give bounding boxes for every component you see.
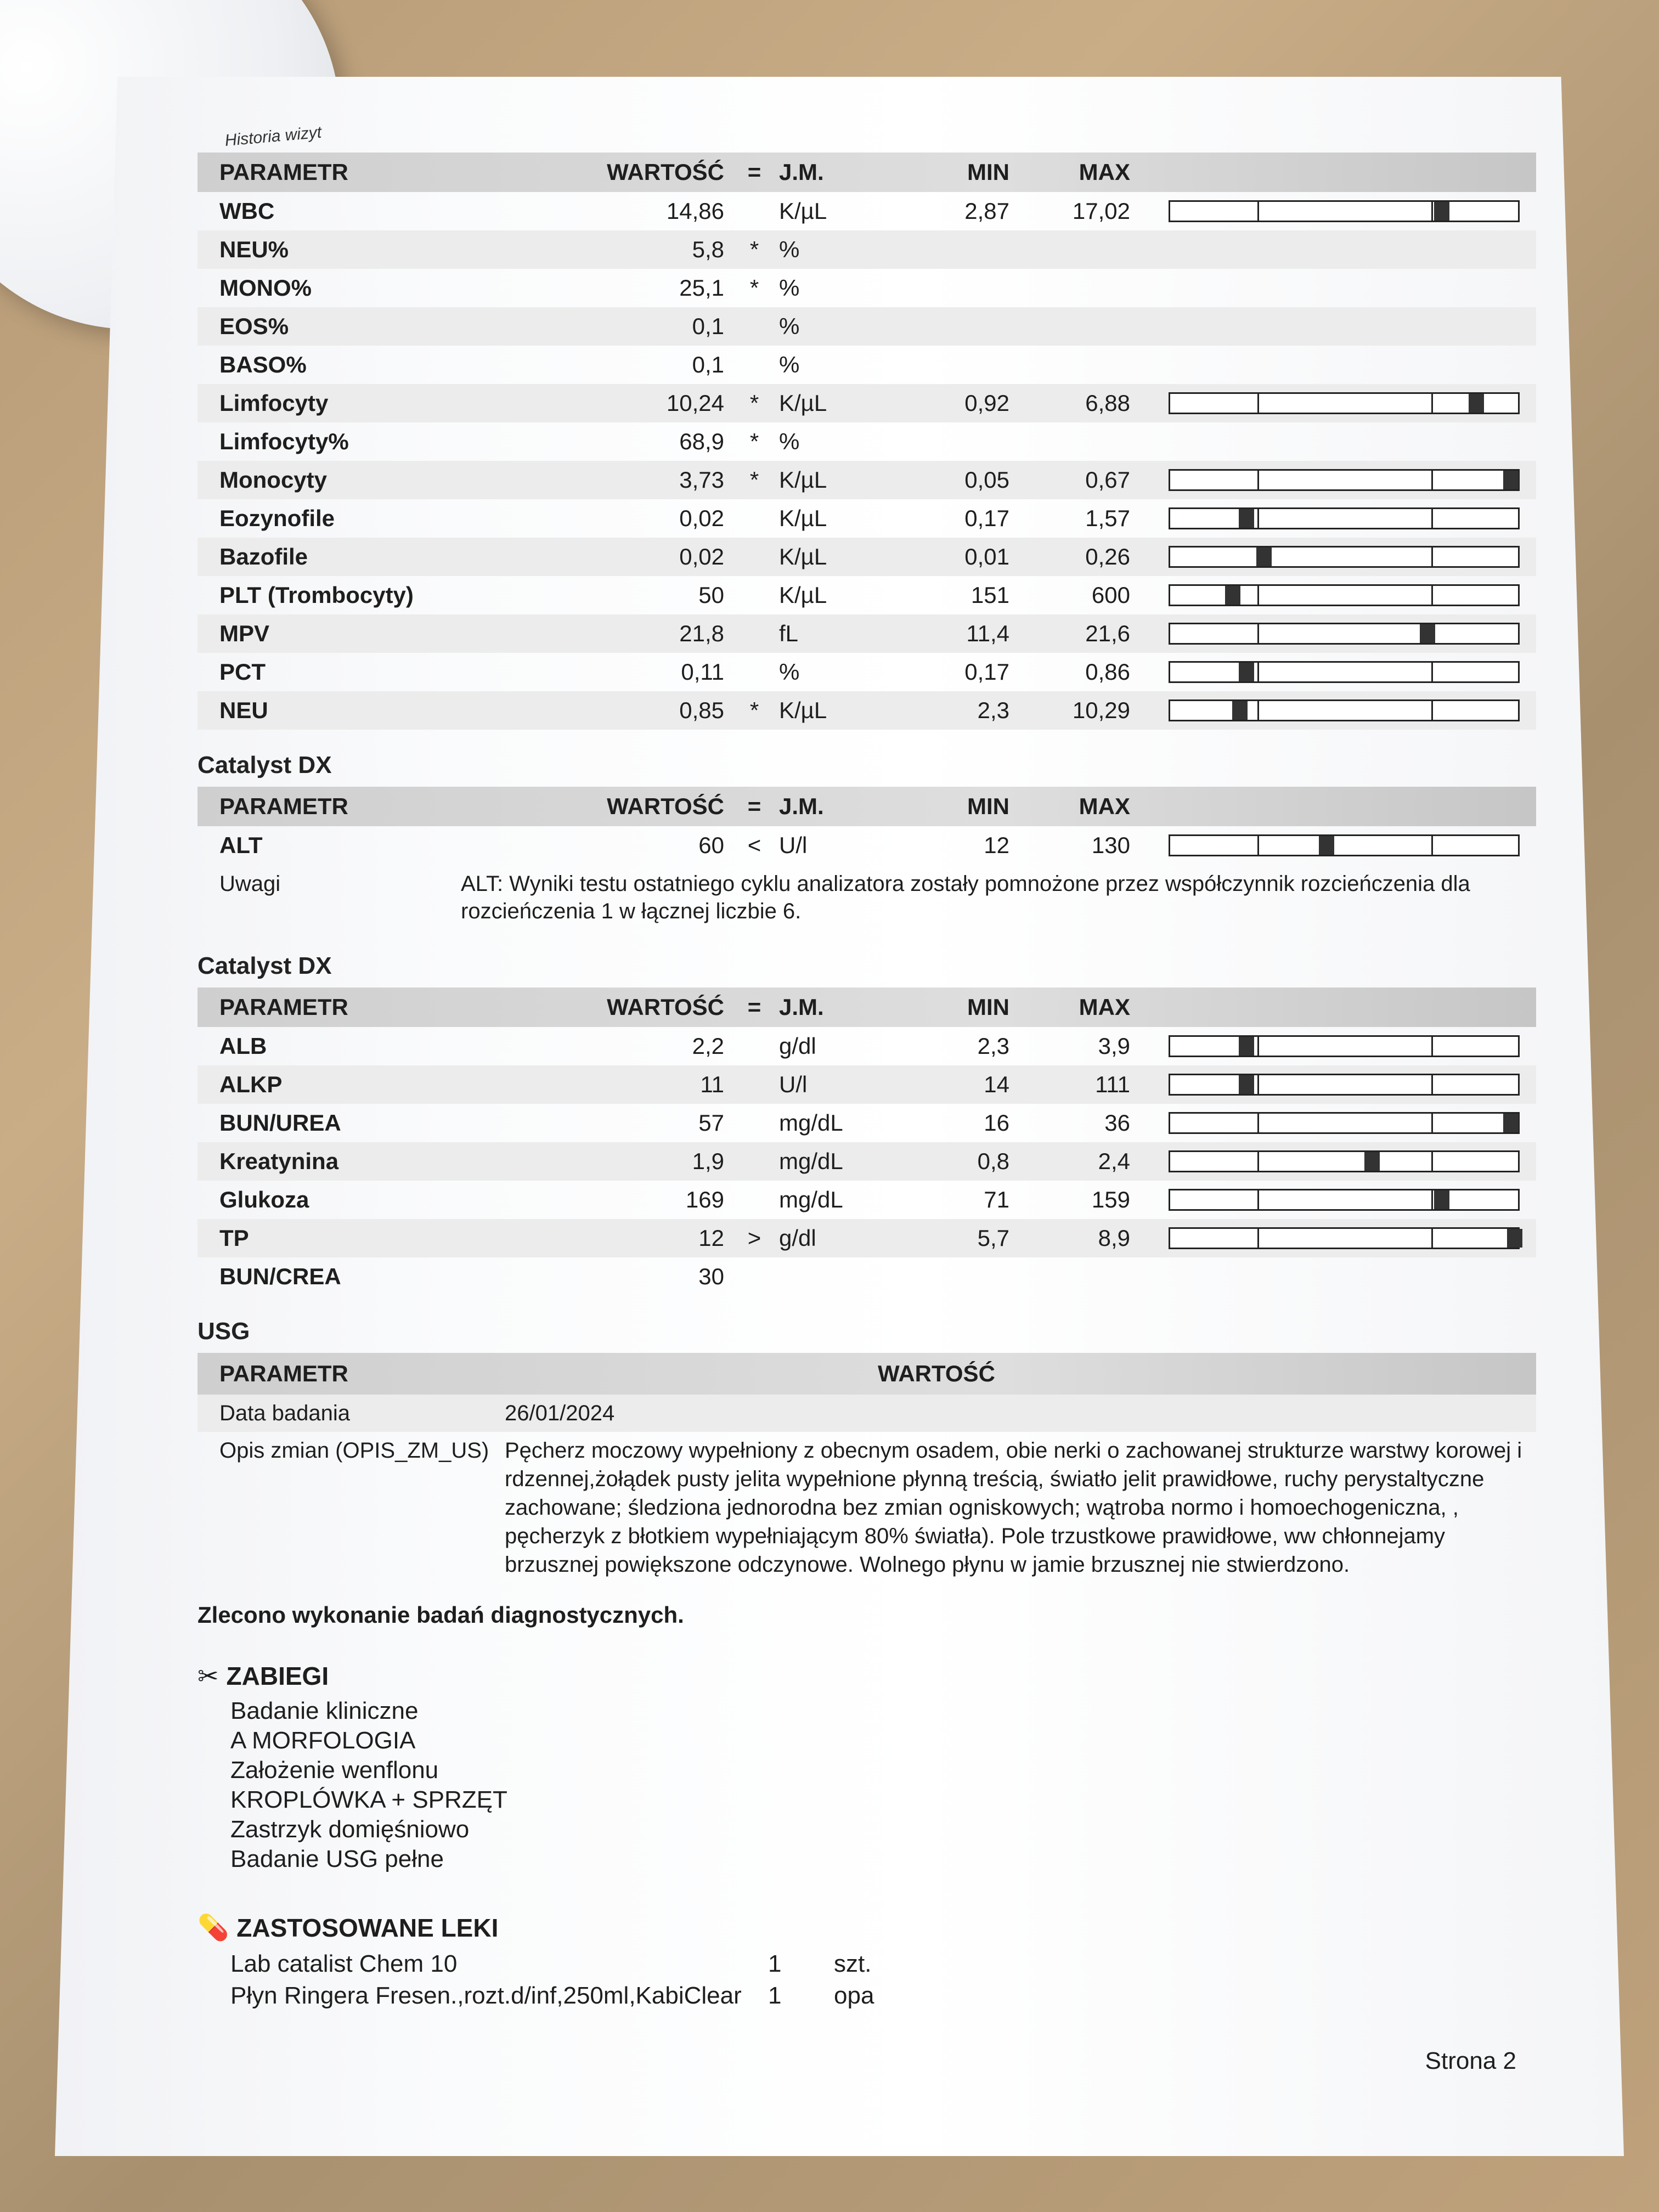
remark-text: ALT: Wyniki testu ostatniego cyklu analizatora zostały pomnożone przez współczynnik rozcieńczenia dla rozcieńczenia 1 w łącznej liczbie 6. (461, 872, 1470, 923)
table-header (198, 153, 1536, 192)
range-tick (1431, 1074, 1433, 1096)
range-tick (1431, 661, 1433, 683)
col-param: PARAMETR (219, 793, 348, 819)
table-row (198, 384, 1536, 422)
param-unit: mg/dL (779, 1148, 843, 1174)
range-tick (1257, 1074, 1259, 1096)
param-name: BASO% (219, 352, 307, 377)
param-min: 71 (984, 1187, 1009, 1212)
range-bar (1169, 584, 1520, 606)
param-name: NEU% (219, 236, 289, 262)
param-flag: < (747, 832, 761, 858)
param-min: 2,3 (977, 697, 1009, 723)
usg-desc-row (198, 1432, 1536, 1583)
range-tick (1257, 1189, 1259, 1211)
range-bar (1169, 507, 1520, 529)
col-param: PARAMETR (219, 994, 348, 1020)
param-value: 0,85 (679, 697, 724, 723)
report-content (198, 123, 1536, 2012)
range-bar (1169, 623, 1520, 645)
range-tick (1257, 200, 1259, 222)
range-bar (1169, 469, 1520, 491)
procedures-list (230, 1696, 1536, 1874)
param-name: Bazofile (219, 544, 308, 569)
param-flag: * (749, 275, 759, 301)
table-row (198, 826, 1536, 865)
param-value: 11 (700, 1071, 724, 1097)
param-value: 3,73 (679, 467, 724, 493)
param-name: BUN/UREA (219, 1110, 341, 1136)
catalyst-title-2: Catalyst DX (198, 952, 332, 979)
col-min: MIN (967, 994, 1009, 1020)
table-row (198, 1065, 1536, 1104)
range-tick (1257, 1035, 1259, 1057)
param-name: PCT (219, 659, 266, 685)
procedure-item: Założenie wenflonu (230, 1757, 439, 1784)
param-max: 17,02 (1072, 198, 1130, 224)
param-unit: mg/dL (779, 1187, 843, 1212)
param-unit: K/µL (779, 582, 827, 608)
param-value: 1,9 (692, 1148, 724, 1174)
param-name: Monocyty (219, 467, 328, 493)
param-min: 12 (984, 832, 1009, 858)
drugs-title (198, 1912, 1536, 1943)
range-bar-cell (1147, 834, 1531, 856)
range-bar (1169, 200, 1520, 222)
table-row (198, 307, 1536, 346)
range-bar-cell (1147, 1074, 1531, 1096)
table-row (198, 1142, 1536, 1181)
procedure-item: Zastrzyk domięśniowo (230, 1816, 470, 1843)
range-tick (1431, 392, 1433, 414)
param-min: 5,7 (977, 1225, 1009, 1251)
param-unit: K/µL (779, 198, 827, 224)
range-bar (1169, 661, 1520, 683)
param-max: 8,9 (1098, 1225, 1130, 1251)
usg-date-row (198, 1395, 1536, 1432)
range-marker (1364, 1152, 1380, 1171)
param-value: 25,1 (679, 275, 724, 301)
range-tick (1257, 1112, 1259, 1134)
param-name: ALB (219, 1033, 267, 1059)
param-name: Glukoza (219, 1187, 309, 1212)
range-bar-cell (1147, 1150, 1531, 1172)
table-row (198, 538, 1536, 576)
range-bar-cell (1147, 1189, 1531, 1211)
col-value: WARTOŚĆ (607, 159, 724, 185)
drug-name: Lab catalist Chem 10 (230, 1950, 458, 1977)
drug-unit: szt. (834, 1950, 872, 1977)
col-max: MAX (1079, 793, 1130, 819)
procedure-item: A MORFOLOGIA (230, 1727, 416, 1754)
param-name: Eozynofile (219, 505, 335, 531)
procedure-item: Badanie kliniczne (230, 1697, 419, 1724)
table-row (198, 346, 1536, 384)
range-bar-cell (1147, 661, 1531, 683)
table-row (198, 1219, 1536, 1257)
param-max: 1,57 (1085, 505, 1130, 531)
param-unit: % (779, 352, 800, 377)
param-max: 0,26 (1085, 544, 1130, 569)
range-tick (1257, 623, 1259, 645)
param-max: 3,9 (1098, 1033, 1130, 1059)
drugs-title-text: ZASTOSOWANE LEKI (236, 1913, 499, 1942)
param-value: 0,1 (692, 313, 724, 339)
param-max: 2,4 (1098, 1148, 1130, 1174)
drugs-list (198, 1948, 1536, 2012)
range-tick (1431, 584, 1433, 606)
remark-row (198, 865, 1536, 930)
col-value: WARTOŚĆ (607, 793, 724, 819)
range-tick (1257, 584, 1259, 606)
param-value: 0,02 (679, 505, 724, 531)
col-eq: = (747, 793, 761, 819)
param-name: Limfocyty% (219, 428, 349, 454)
col-eq: = (747, 994, 761, 1020)
param-name: NEU (219, 697, 268, 723)
param-value: 30 (698, 1263, 724, 1289)
col-min: MIN (967, 793, 1009, 819)
range-bar-cell (1147, 1227, 1531, 1249)
range-tick (1431, 1189, 1433, 1211)
col-unit: J.M. (779, 994, 824, 1020)
param-value: 12 (698, 1225, 724, 1251)
procedures-title-text: ZABIEGI (226, 1662, 329, 1690)
history-label: Historia wizyt (224, 123, 323, 150)
param-value: 21,8 (679, 620, 724, 646)
range-tick (1257, 699, 1259, 721)
param-unit: % (779, 313, 800, 339)
drug-item (230, 1980, 1536, 2012)
range-marker (1239, 1075, 1254, 1094)
range-marker (1239, 663, 1254, 681)
param-max: 111 (1095, 1071, 1130, 1097)
table-row (198, 1181, 1536, 1219)
param-name: Limfocyty (219, 390, 329, 416)
table-row (198, 1104, 1536, 1142)
range-bar-cell (1147, 469, 1531, 491)
param-value: 0,1 (692, 352, 724, 377)
param-name: MPV (219, 620, 270, 646)
param-flag: * (749, 697, 759, 723)
range-bar (1169, 1035, 1520, 1057)
range-bar (1169, 546, 1520, 568)
param-unit: % (779, 236, 800, 262)
drug-item (230, 1948, 1536, 1980)
range-marker (1256, 548, 1272, 566)
param-min: 2,3 (977, 1033, 1009, 1059)
range-marker (1434, 1190, 1449, 1209)
param-name: ALT (219, 832, 263, 858)
table-row (198, 614, 1536, 653)
range-bar (1169, 1189, 1520, 1211)
param-max: 600 (1091, 582, 1130, 608)
procedures-title (198, 1661, 1536, 1691)
range-tick (1431, 1112, 1433, 1134)
param-min: 0,17 (964, 659, 1009, 685)
drug-unit: opa (834, 1982, 874, 2009)
table-row (198, 1027, 1536, 1065)
param-max: 0,86 (1085, 659, 1130, 685)
pill-icon: 💊 (198, 1913, 229, 1942)
param-value: 5,8 (692, 236, 724, 262)
col-eq: = (747, 159, 761, 185)
range-bar (1169, 1150, 1520, 1172)
param-min: 0,17 (964, 505, 1009, 531)
usg-header (198, 1353, 1536, 1395)
param-unit: % (779, 428, 800, 454)
range-marker (1507, 1229, 1522, 1248)
col-max: MAX (1079, 994, 1130, 1020)
param-min: 151 (970, 582, 1009, 608)
range-tick (1431, 1227, 1433, 1249)
scissors-icon: ✂ (198, 1662, 219, 1690)
col-param: PARAMETR (219, 159, 348, 185)
range-tick (1257, 1150, 1259, 1172)
table-row (198, 269, 1536, 307)
range-tick (1431, 1150, 1433, 1172)
procedure-item: Badanie USG pełne (230, 1846, 444, 1872)
param-unit: % (779, 275, 800, 301)
range-marker (1469, 394, 1484, 413)
col-unit: J.M. (779, 793, 824, 819)
param-unit: g/dl (779, 1225, 816, 1251)
param-max: 21,6 (1085, 620, 1130, 646)
range-bar (1169, 834, 1520, 856)
param-value: 10,24 (666, 390, 724, 416)
param-min: 16 (984, 1110, 1009, 1136)
param-unit: K/µL (779, 390, 827, 416)
param-value: 50 (698, 582, 724, 608)
param-value: 0,11 (681, 659, 724, 685)
param-min: 0,01 (964, 544, 1009, 569)
param-unit: g/dl (779, 1033, 816, 1059)
drug-qty: 1 (768, 1982, 782, 2009)
param-flag: * (749, 428, 759, 454)
range-bar-cell (1147, 507, 1531, 529)
param-name: BUN/CREA (219, 1263, 341, 1289)
param-value: 57 (698, 1110, 724, 1136)
range-bar-cell (1147, 699, 1531, 721)
table-row (198, 576, 1536, 614)
range-marker (1434, 202, 1449, 221)
range-tick (1431, 469, 1433, 491)
param-name: MONO% (219, 275, 312, 301)
param-min: 0,05 (964, 467, 1009, 493)
range-tick (1257, 469, 1259, 491)
range-bar (1169, 1112, 1520, 1134)
range-tick (1257, 1227, 1259, 1249)
param-name: EOS% (219, 313, 289, 339)
range-bar-cell (1147, 623, 1531, 645)
drug-qty: 1 (768, 1950, 782, 1977)
page-number: Strona 2 (1425, 2047, 1516, 2074)
param-value: 68,9 (679, 428, 724, 454)
param-max: 130 (1091, 832, 1130, 858)
param-max: 159 (1091, 1187, 1130, 1212)
catalyst-table-1 (198, 787, 1536, 865)
param-max: 36 (1104, 1110, 1130, 1136)
col-min: MIN (967, 159, 1009, 185)
table-row (198, 230, 1536, 269)
usg-date-label: Data badania (219, 1401, 350, 1425)
col-unit: J.M. (779, 159, 824, 185)
param-name: ALKP (219, 1071, 283, 1097)
range-marker (1232, 701, 1248, 720)
range-bar-cell (1147, 200, 1531, 222)
catalyst-table-2 (198, 988, 1536, 1296)
param-name: TP (219, 1225, 249, 1251)
param-flag: * (749, 390, 759, 416)
param-min: 0,8 (977, 1148, 1009, 1174)
param-value: 14,86 (666, 198, 724, 224)
param-unit: U/l (779, 832, 808, 858)
range-marker (1420, 624, 1435, 643)
procedure-item: KROPLÓWKA + SPRZĘT (230, 1786, 507, 1813)
table-row (198, 691, 1536, 730)
range-tick (1431, 200, 1433, 222)
param-value: 2,2 (692, 1033, 724, 1059)
param-max: 0,67 (1085, 467, 1130, 493)
remark-label: Uwagi (219, 872, 281, 896)
usg-date-value: 26/01/2024 (505, 1401, 615, 1425)
usg-head-param: PARAMETR (219, 1361, 348, 1386)
range-bar (1169, 392, 1520, 414)
range-marker (1225, 586, 1240, 605)
usg-table (198, 1353, 1536, 1583)
param-flag: > (747, 1225, 761, 1251)
param-unit: mg/dL (779, 1110, 843, 1136)
param-value: 169 (685, 1187, 724, 1212)
table-row (198, 461, 1536, 499)
param-min: 0,92 (964, 390, 1009, 416)
range-tick (1431, 507, 1433, 529)
param-flag: * (749, 236, 759, 262)
range-marker (1503, 471, 1519, 489)
param-unit: fL (779, 620, 799, 646)
range-marker (1503, 1114, 1519, 1132)
range-bar-cell (1147, 1112, 1531, 1134)
range-tick (1431, 834, 1433, 856)
table-header (198, 988, 1536, 1027)
param-name: PLT (Trombocyty) (219, 582, 414, 608)
col-value: WARTOŚĆ (607, 994, 724, 1020)
drug-name: Płyn Ringera Fresen.,rozt.d/inf,250ml,KabiClear (230, 1982, 742, 2009)
range-marker (1319, 836, 1334, 855)
param-value: 0,02 (679, 544, 724, 569)
diagnostics-note: Zlecono wykonanie badań diagnostycznych. (198, 1602, 684, 1628)
usg-head-value: WARTOŚĆ (878, 1361, 995, 1386)
catalyst-title-1: Catalyst DX (198, 752, 332, 778)
range-bar-cell (1147, 1035, 1531, 1057)
param-name: Kreatynina (219, 1148, 339, 1174)
param-min: 14 (984, 1071, 1009, 1097)
range-tick (1431, 546, 1433, 568)
range-tick (1431, 1035, 1433, 1057)
range-bar-cell (1147, 392, 1531, 414)
param-min: 11,4 (966, 620, 1009, 646)
param-unit: K/µL (779, 505, 827, 531)
usg-title: USG (198, 1318, 250, 1345)
range-tick (1431, 699, 1433, 721)
param-max: 6,88 (1085, 390, 1130, 416)
param-max: 10,29 (1072, 697, 1130, 723)
param-unit: K/µL (779, 467, 827, 493)
range-bar-cell (1147, 546, 1531, 568)
table-row (198, 422, 1536, 461)
param-name: WBC (219, 198, 275, 224)
usg-desc-label: Opis zmian (OPIS_ZM_US) (219, 1438, 489, 1463)
range-tick (1257, 834, 1259, 856)
param-unit: U/l (779, 1071, 808, 1097)
col-max: MAX (1079, 159, 1130, 185)
table-row (198, 1257, 1536, 1296)
range-bar-cell (1147, 584, 1531, 606)
table-row (198, 499, 1536, 538)
range-tick (1257, 507, 1259, 529)
range-tick (1257, 661, 1259, 683)
range-bar (1169, 699, 1520, 721)
range-marker (1239, 1037, 1254, 1056)
range-bar (1169, 1227, 1520, 1249)
hematology-table (198, 153, 1536, 730)
table-header (198, 787, 1536, 826)
table-row (198, 192, 1536, 230)
usg-desc-value: Pęcherz moczowy wypełniony z obecnym osadem, obie nerki o zachowanej strukturze warstwy korowej i rdzennej,żołądek pusty jelita wypełnione płynną treścią, światło jelit prawidłowe, ruchy perystaltyczne zachowane; śledziona jednorodna bez zmian ogniskowych; wątroba normo i homoechogeniczna, , pęcherzyk z błotkiem wypełniającym 80% światła). Pole trzustkowe prawidłowe, ww chłonnejamy brzusznej powiększone odczynowe. Wolnego płynu w jamie brzusznej nie stwierdzono. (505, 1438, 1522, 1577)
range-tick (1257, 392, 1259, 414)
param-unit: K/µL (779, 697, 827, 723)
param-min: 2,87 (964, 198, 1009, 224)
range-marker (1239, 509, 1254, 528)
param-unit: K/µL (779, 544, 827, 569)
table-row (198, 653, 1536, 691)
param-flag: * (749, 467, 759, 493)
param-unit: % (779, 659, 800, 685)
range-bar (1169, 1074, 1520, 1096)
param-value: 60 (698, 832, 724, 858)
